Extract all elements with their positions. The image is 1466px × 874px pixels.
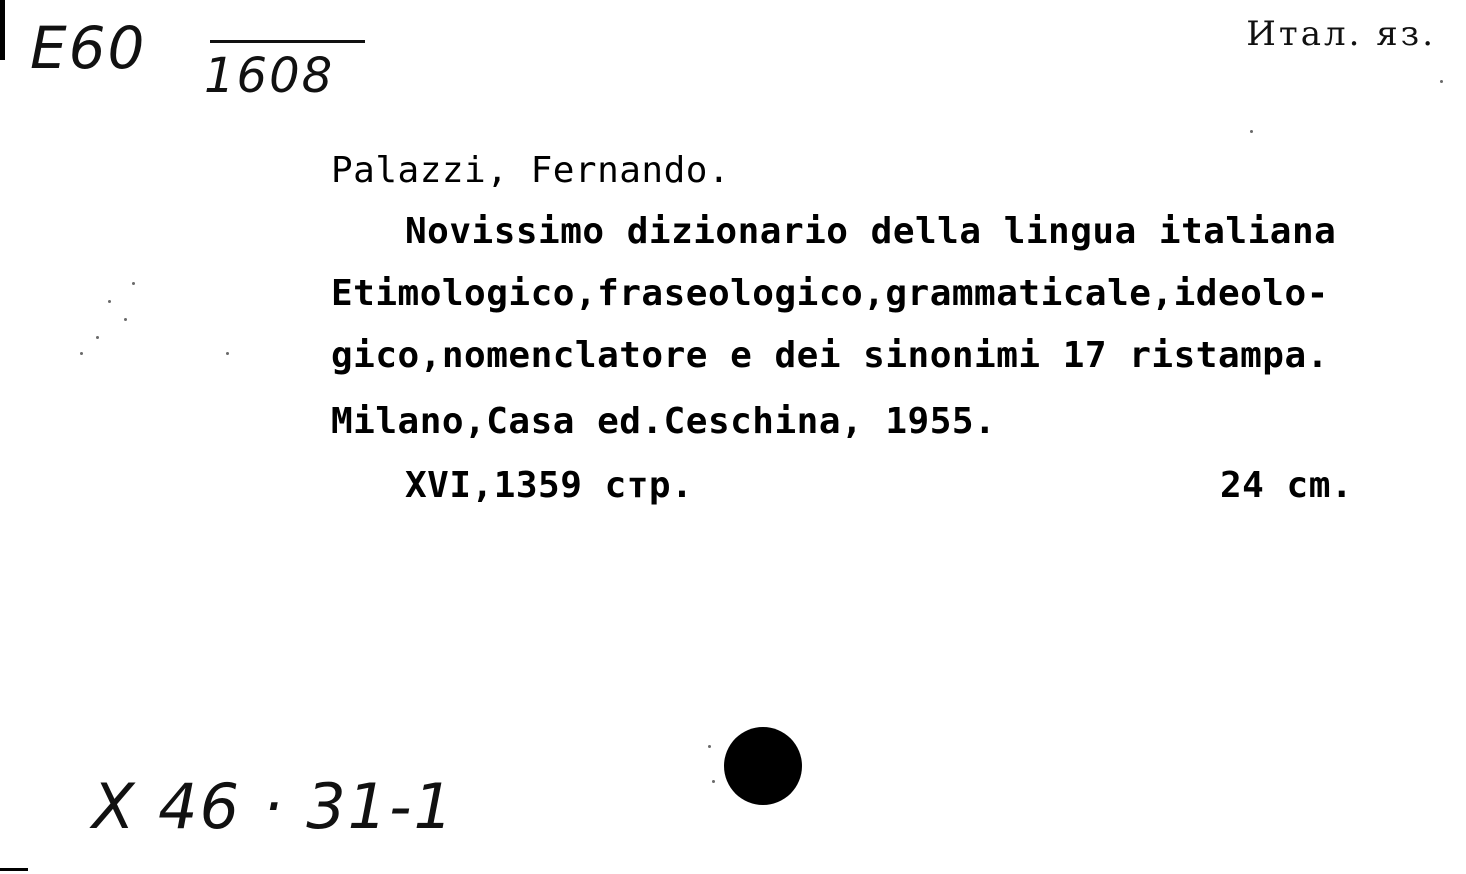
handwritten-language-note: Итал. яз.	[1246, 14, 1436, 54]
scan-speckle	[708, 745, 711, 748]
scan-speckle	[1440, 80, 1443, 83]
scan-speckle	[124, 318, 127, 321]
entry-title-line: Novissimo dizionario della lingua italiana	[405, 211, 1337, 252]
handwritten-shelf-mark: E60	[30, 14, 147, 82]
entry-author: Palazzi, Fernando.	[331, 150, 731, 191]
entry-imprint: Milano,Casa ed.Ceschina, 1955.	[331, 401, 997, 442]
card-edge-mark	[0, 0, 5, 60]
shelf-mark-rule	[210, 40, 365, 43]
punch-hole	[724, 727, 802, 805]
scan-speckle	[80, 352, 83, 355]
scan-speckle	[226, 352, 229, 355]
entry-size: 24 cm.	[1220, 465, 1354, 506]
handwritten-inventory-number: X 46 · 31-1	[92, 770, 455, 843]
scan-speckle	[1250, 130, 1253, 133]
entry-title-line: gico,nomenclatore e dei sinonimi 17 ristampa.	[331, 335, 1329, 376]
scan-speckle	[132, 282, 135, 285]
scan-speckle	[96, 336, 99, 339]
entry-title-line: Etimologico,fraseologico,grammaticale,ideolo-	[331, 273, 1329, 314]
scan-speckle	[108, 300, 111, 303]
card-edge-mark	[0, 868, 28, 871]
entry-pagination: XVI,1359 стр.	[405, 465, 694, 506]
handwritten-shelf-number: 1608	[204, 48, 335, 104]
scan-speckle	[712, 780, 715, 783]
